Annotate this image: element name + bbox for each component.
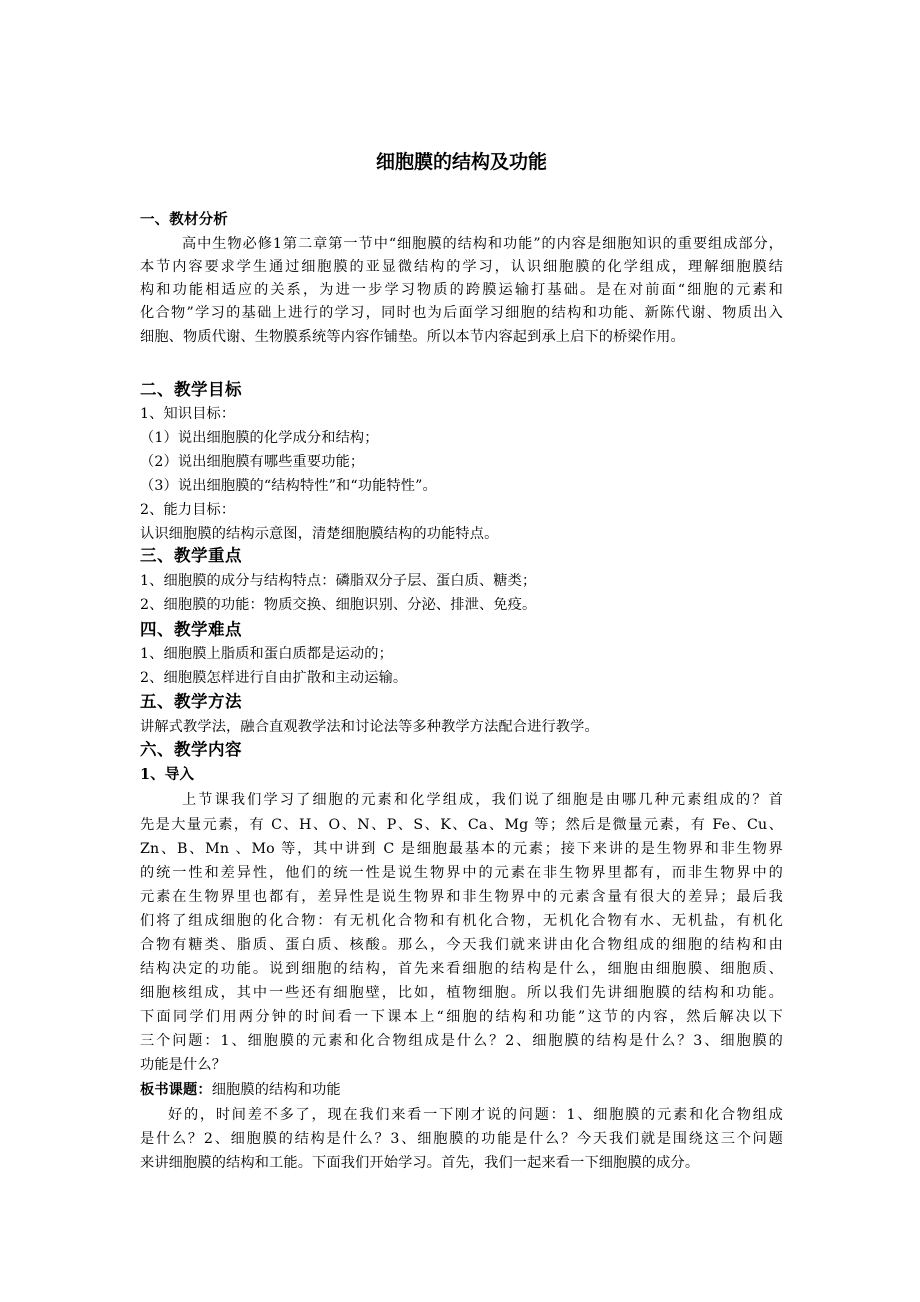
list-item: 认识细胞膜的结构示意图，清楚细胞膜结构的功能特点。 <box>140 526 499 542</box>
paragraph-line: 们将了组成细胞的化合物：有无机化合物和有机化合物，无机化合物有水、无机盐，有机化 <box>140 913 783 929</box>
section-heading-methods: 五、教学方法 <box>140 692 242 711</box>
list-item: 2、能力目标： <box>140 502 236 518</box>
paragraph-line: 构和功能相适应的关系，为进一步学习物质的跨膜运输打基础。是在对前面“细胞的元素和 <box>140 282 783 298</box>
paragraph-line: 讲解式教学法，融合直观教学法和讨论法等多种教学方法配合进行教学。 <box>140 719 599 735</box>
paragraph-line: 细胞、物质代谢、生物膜系统等内容作铺垫。所以本节内容起到承上启下的桥梁作用。 <box>140 329 685 345</box>
section-heading-materials: 一、教材分析 <box>140 211 228 228</box>
paragraph-line: 先是大量元素，有 C、H、O、N、P、S、K、Ca、Mg 等；然后是微量元素，有 Fe、Cu、 <box>140 817 783 833</box>
list-item: （2）说出细胞膜有哪些重要功能； <box>140 454 365 470</box>
subsection-heading-intro: 1、导入 <box>140 766 195 783</box>
paragraph-line: Zn、B、Mn 、Mo 等，其中讲到 C 是细胞最基本的元素；接下来讲的是生物界和非生物界 <box>140 841 783 857</box>
list-item: 1、细胞膜的成分与结构特点：磷脂双分子层、蛋白质、糖类； <box>140 573 537 589</box>
paragraph-line: 三个问题：1、细胞膜的元素和化合物组成是什么？2、细胞膜的结构是什么？3、细胞膜的 <box>140 1033 783 1049</box>
section-heading-key-points: 三、教学重点 <box>140 546 242 565</box>
list-item: （1）说出细胞膜的化学成分和结构； <box>140 430 379 446</box>
paragraph-line: 合物有糖类、脂质、蛋白质、核酸。那么，今天我们就来讲由化合物组成的细胞的结构和由 <box>140 937 783 953</box>
section-heading-objectives: 二、教学目标 <box>140 380 242 399</box>
section-heading-difficulties: 四、教学难点 <box>140 620 242 639</box>
paragraph-line: 的统一性和差异性，他们的统一性是说生物界中的元素在非生物界里都有，而非生物界中的 <box>140 865 783 881</box>
paragraph-line: 细胞核组成，其中一些还有细胞壁，比如，植物细胞。所以我们先讲细胞膜的结构和功能。 <box>140 985 783 1001</box>
paragraph-line: 上节课我们学习了细胞的元素和化学组成，我们说了细胞是由哪几种元素组成的？首 <box>182 792 783 808</box>
list-item: （3）说出细胞膜的“结构特性”和“功能特性”。 <box>140 478 437 494</box>
paragraph-line: 好的，时间差不多了，现在我们来看一下刚才说的问题：1、细胞膜的元素和化合物组成 <box>168 1107 783 1123</box>
paragraph-line: 来讲细胞膜的结构和工能。下面我们开始学习。首先，我们一起来看一下细胞膜的成分。 <box>140 1155 700 1171</box>
section-heading-content: 六、教学内容 <box>140 740 242 759</box>
document-title: 细胞膜的结构及功能 <box>375 151 547 173</box>
list-item: 2、细胞膜怎样进行自由扩散和主动运输。 <box>140 670 408 686</box>
paragraph-line: 本节内容要求学生通过细胞膜的亚显微结构的学习，认识细胞膜的化学组成，理解细胞膜结 <box>140 259 783 275</box>
paragraph-line: 功能是什么？ <box>140 1057 227 1073</box>
paragraph-line: 高中生物必修1第二章第一节中“细胞膜的结构和功能”的内容是细胞知识的重要组成部分， <box>182 236 783 252</box>
board-topic-label: 板书课题： <box>140 1082 212 1098</box>
paragraph-line: 下面同学们用两分钟的时间看一下课本上“细胞的结构和功能”这节的内容，然后解决以下 <box>140 1009 783 1025</box>
list-item: 2、细胞膜的功能：物质交换、细胞识别、分泌、排泄、免疫。 <box>140 597 537 613</box>
board-topic-text: 细胞膜的结构和功能 <box>211 1082 341 1098</box>
paragraph-line: 元素在生物界里也都有，差异性是说生物界和非生物界中的元素含量有很大的差异；最后我 <box>140 889 783 905</box>
board-topic <box>140 1079 783 1101</box>
paragraph-line: 化合物”学习的基础上进行的学习，同时也为后面学习细胞的结构和功能、新陈代谢、物质出入 <box>140 305 783 321</box>
paragraph-line: 是什么？2、细胞膜的结构是什么？3、细胞膜的功能是什么？今天我们就是围绕这三个问题 <box>140 1131 783 1147</box>
list-item: 1、细胞膜上脂质和蛋白质都是运动的； <box>140 646 393 662</box>
list-item: 1、知识目标： <box>140 406 236 422</box>
paragraph-line: 结构决定的功能。说到细胞的结构，首先来看细胞的结构是什么，细胞由细胞膜、细胞质、 <box>140 961 783 977</box>
